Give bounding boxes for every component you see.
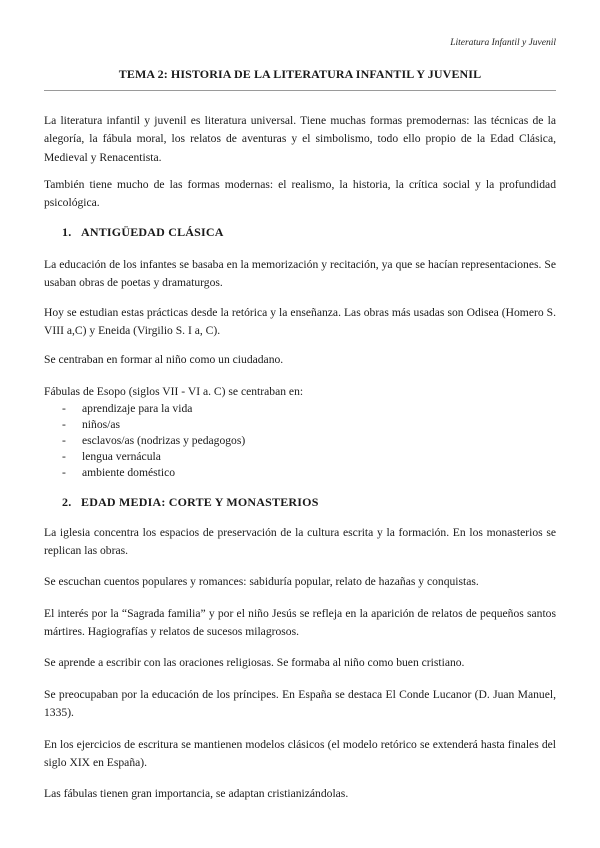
section-2-number: 2. <box>62 495 72 509</box>
list-item: - niños/as <box>62 418 121 431</box>
intro-paragraph-2: También tiene mucho de las formas modernas: el realismo, la historia, la crítica social y la profundidad psicológica. <box>44 178 556 210</box>
fables-topics-list <box>44 401 556 481</box>
title-divider <box>44 90 556 91</box>
section-2-paragraph-5: Se preocupaban por la educación de los príncipes. En España se destaca El Conde Lucanor (D. Juan Manuel, 1335). <box>44 688 556 720</box>
section-2-paragraph-7: Las fábulas tienen gran importancia, se adaptan cristianizándolas. <box>44 787 349 800</box>
document-title: TEMA 2: HISTORIA DE LA LITERATURA INFANTIL Y JUVENIL <box>118 67 482 81</box>
section-1-paragraph-1: La educación de los infantes se basaba en la memorización y recitación, ya que se hacían representaciones. Se usaban obras de poetas y dramaturgos. <box>44 258 556 290</box>
section-1-title: ANTIGÜEDAD CLÁSICA <box>81 225 224 239</box>
section-2-paragraph-4: Se aprende a escribir con las oraciones religiosas. Se formaba al niño como buen cristiano. <box>44 656 465 669</box>
section-2-paragraph-2: Se escuchan cuentos populares y romances: sabiduría popular, relato de hazañas y conquistas. <box>44 575 479 588</box>
list-item: - lengua vernácula <box>62 450 161 463</box>
fables-list-intro: Fábulas de Esopo (siglos VII - VI a. C) se centraban en: <box>44 385 304 398</box>
section-2-paragraph-1: La iglesia concentra los espacios de preservación de la cultura escrita y la formación. En los monasterios se replican las obras. <box>44 526 556 558</box>
section-2-title: EDAD MEDIA: CORTE Y MONASTERIOS <box>81 495 319 509</box>
section-2-paragraph-6: En los ejercicios de escritura se mantienen modelos clásicos (el modelo retórico se extenderá hasta finales del siglo XIX en España). <box>44 738 556 770</box>
intro-paragraph-1: La literatura infantil y juvenil es literatura universal. Tiene muchas formas premodernas: las técnicas de la alegoría, la fábula moral, los relatos de aventuras y el simbolismo, todo ello propio de la Edad Clásica, Medieval y Renacentista. <box>44 114 556 164</box>
section-1-paragraph-3: Se centraban en formar al niño como un ciudadano. <box>44 353 284 366</box>
section-2-heading <box>62 495 319 510</box>
list-item: - aprendizaje para la vida <box>62 402 193 415</box>
list-item: - esclavos/as (nodrizas y pedagogos) <box>62 434 246 447</box>
section-1-paragraph-2: Hoy se estudian estas prácticas desde la retórica y la enseñanza. Las obras más usadas son Odisea (Homero S. VIII a,C) y Eneida (Virgilio S. I a, C). <box>44 306 556 338</box>
section-1-heading <box>62 225 224 240</box>
running-header: Literatura Infantil y Juvenil <box>450 38 556 48</box>
section-1-number: 1. <box>62 225 72 239</box>
section-2-paragraph-3: El interés por la “Sagrada familia” y por el niño Jesús se refleja en la aparición de relatos de pequeños santos mártires. Hagiografías y relatos de sucesos milagrosos. <box>44 607 556 639</box>
list-item: - ambiente doméstico <box>62 466 176 479</box>
